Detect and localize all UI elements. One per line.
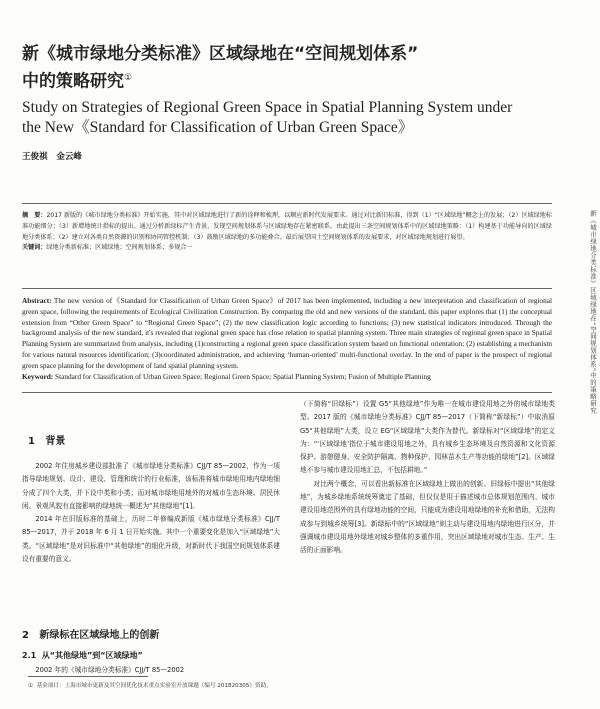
chinese-title [22,42,542,94]
paragraph: 2002 年的《城市绿地分类标准》CJJ/T 85—2002 [35,666,185,674]
footnote [28,681,548,689]
paragraph: 对比两个概念，可以看出新标准在区域绿地上做出的创新。旧绿标中提出“其他绿地”，为城乡绿地系统统筹奠定了基础，但仅仅是用于描述城市总体规划范围内、城市建设用地范围外的具有绿地功能的空间，只能成为建设用地绿地的补充和借助，无法构成参与到城乡统筹[3]。新绿标中的“区域绿地”则主动与建设用地内绿地进行区分，并强调城市建设用地外绿地对城乡整体的多重作用，突出区域绿地对城市生态、生产、生活的正面影响。 [300,479,555,555]
chinese-title-line2 [22,66,542,94]
author-name: 金云峰 [56,152,82,162]
english-title [22,98,562,138]
section-title: 新绿标在区域绿地上的创新 [39,630,160,641]
section-1-body [22,460,280,566]
footnote-divider [28,676,148,677]
english-title-line1: Study on Strategies of Regional Green Space in Spatial Planning System under [22,99,513,116]
section-number: 1 [28,436,35,447]
keywords-text-en: Standard for Classification of Urban Green Space; Regional Green Space; Spatial Planning System; Fusion of Multiple Planning [55,371,431,381]
chinese-title-line1: 新《城市绿地分类标准》区域绿地在“空间规划体系” [22,44,419,64]
paragraph: 2014 年在旧版标准的基础上，历时二年修编成新版《城市绿地分类标准》CJJ/T 85—2017，并于 2018 年 6 月 1 日开始实施。其中一个重要变化是加入“区域绿地”大类。“区域绿地”是对旧标准中“其他绿地”的细化升级，对新时代下我国空间规划体系建设有重要的意义。 [22,515,280,564]
subsection-2-1-heading [22,650,143,661]
section-number: 2 [22,630,29,641]
abstract-text-en: The new version of《Standard for Classification of Urban Green Space》of 2017 has been implemented, including a new interpretation and classification of regional green space, following the requirements of Ecological Civilization Construction. By comparing the old and new versions of the standard, this paper explores that (1) the conceptual extension from “Other Green Space” to “Regional Green Space”; (2) the new classification logic according to functions; (3) new statistical indicators introduced. Through the background analysis of the new standard, it's revealed that regional green space has close relation to spatial planning system. Three main strategies of regional green space in Spatial Planning System are summarized from analysis, including (1)constructing a regional green space classification system based on functional orientation; (2) establishing a mechanism for various natural resources identification; (3)coordinated administration, and achieving ‘human-oriented’ multi-functional overlay. In the end of paper is the prospect of regional green space planning for the development of land spatial planning system. [22,296,552,370]
right-column-body [300,398,555,558]
section-1-heading [28,432,65,447]
abstract-label: 摘 要： [22,212,47,219]
author-list [22,150,82,162]
section-title: 背景 [45,436,66,447]
subsection-number: 2.1 [22,651,37,660]
divider-bottom [22,392,552,393]
section-2-heading [22,626,159,641]
keywords-label-en: Keyword: [22,371,54,381]
keywords-label: 关键词： [22,244,47,252]
subsection-title: 从“其他绿地”到“区域绿地” [41,651,143,660]
footnote-mark: ① [28,683,34,689]
chinese-title-line2-text: 中的策略研究 [22,71,124,92]
running-side-title: 新《城市绿地分类标准》区域绿地在“空间规划体系”中的策略研究 [589,210,597,414]
footnote-text: 基金项目：上海市城市更新及其空间优化技术重点实验室开放课题（编号 201820305）资助。 [36,683,272,689]
chinese-abstract [22,211,552,254]
english-abstract [22,296,552,382]
paragraph: （下简称“旧绿标”）设置 G5“其他绿地”作为唯一在城市建设用地之外的城市绿地类型。2017 版的《城市绿地分类标准》CJJ/T 85—2017（下简称“新绿标”）中取消原 G5“其他绿地”大类，设立 EG“区域绿地”大类作为替代。新绿标对“区域绿地”的定义为：“‘区域绿地’指位于城市建设用地之外，具有城乡生态环境及自然资源和文化资源保护、游憩健身、安全防护隔离、物种保护、园林苗木生产等功能的绿地”[2]。区域绿地不参与城市建设用地汇总，不包括耕地。” [300,400,555,475]
english-title-line2: the New《Standard for Classification of Urban Green Space》 [22,119,414,136]
footnote-mark: ① [124,73,133,83]
abstract-label-en: Abstract: [22,296,52,305]
keywords-text: 绿地分类新标准；区域绿地；空间规划体系；多规合一 [46,244,193,252]
divider-top [22,203,552,204]
author-name: 王俊祺 [22,152,48,162]
divider-middle [22,288,552,289]
abstract-text: 2017 新版的《城市绿地分类标准》开始实施，其中对区域绿地进行了新的诠释和梳理，以顺应新时代发展要求。通过对比新旧标准，得到（1）“区域绿地”概念上的发展；（2）区域绿地标准功能细分；（3）新增地统计指标的提出。通过分析新绿标产生背景，发现空间规划体系与区域绿地存在紧密联系。由此提出三条空间规划体系中的区域绿地策略：（1）构建基于功能导向的区域绿地分类体系；（2）建立对各类自然资源的识别和协同管控机制；（3）鼓励区域绿地的多功能叠合。最后展望国土空间规划体系的发展要求，对区域绿地规划进行展望。 [22,212,553,241]
paragraph: 2002 年住房城乡建设部批准了《城市绿地分类标准》CJJ/T 85—2002，作为一项指导绿地规划、设计、建设、管理和统计的行业标准，该标准将城市绿地用地内绿地细分成了四个大类，并下设中类和小类；而对城市绿地用地外的对城市生态环境、居民休闲、景观风貌有直接影响的绿地统一概述为“其他绿地”[1]。 [22,462,280,510]
